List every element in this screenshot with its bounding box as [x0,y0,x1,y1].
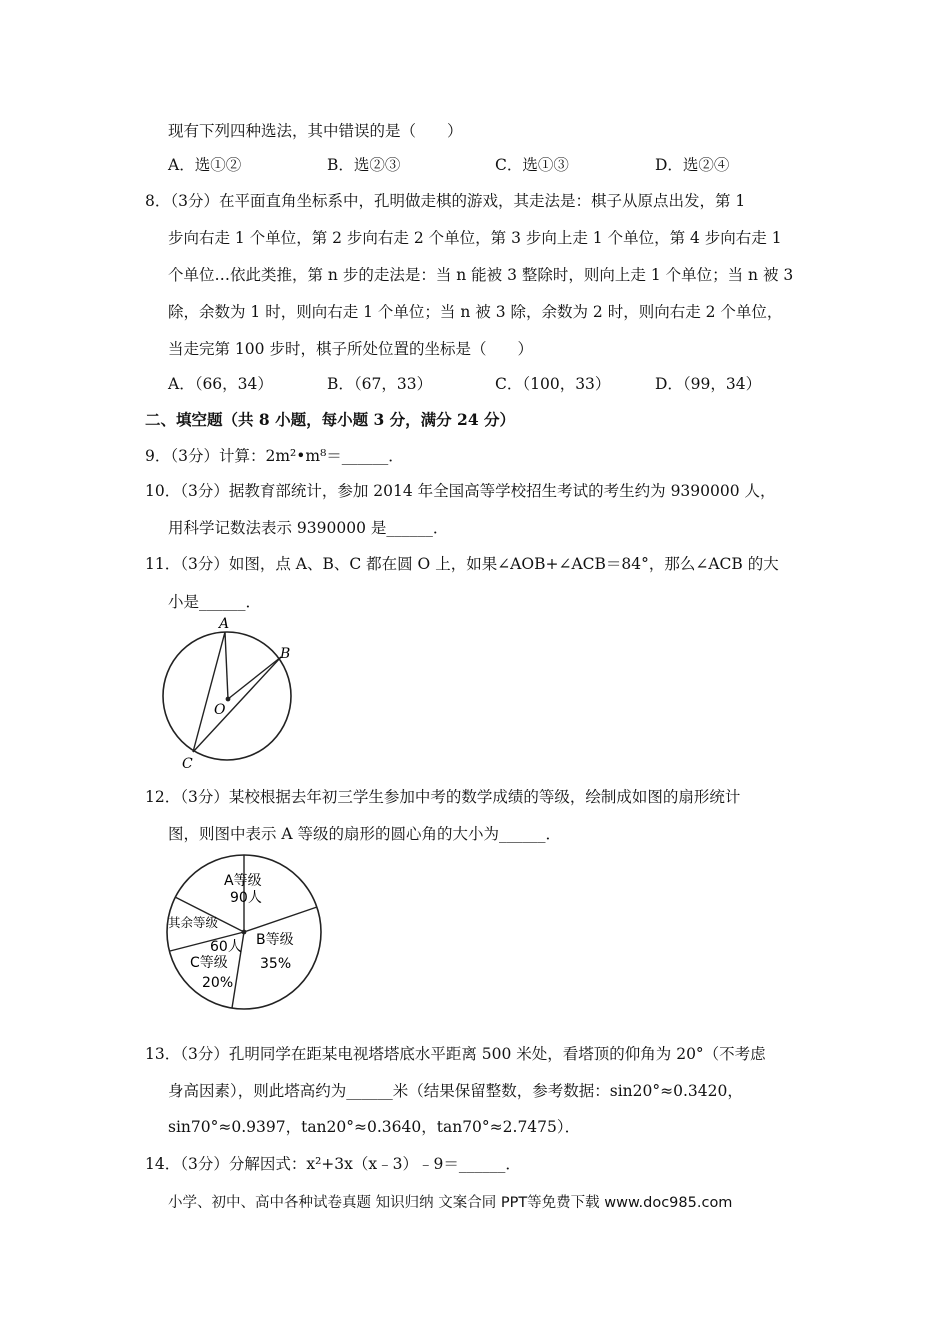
q13-line-1: 13．（3分）孔明同学在距某电视塔塔底水平距离 500 米处，看塔顶的仰角为 20°（不考虑 [145,1045,766,1063]
label-a: A [219,616,230,632]
q8-option-d: D．（99，34） [655,375,762,393]
slice-a-name: A等级 [224,873,262,889]
slice-other-value: 60人 [210,939,242,955]
q8-line-5: 当走完第 100 步时，棋子所处位置的坐标是（ ） [168,340,533,358]
q13-line-2: 身高因素），则此塔高约为______米（结果保留整数，参考数据：sin20°≈0.3420， [168,1082,743,1100]
segment-ob [228,657,281,699]
q7-option-a: A．选①② [168,156,242,174]
center-dot [226,697,231,702]
q8-option-b: B．（67，33） [327,375,433,393]
label-c: C [182,756,193,772]
q11-line-1: 11．（3分）如图，点 A、B、C 都在圆 O 上，如果∠AOB+∠ACB＝84°，那么∠ACB 的大 [145,555,779,573]
slice-c-value: 20% [202,975,234,991]
q8-line-2: 步向右走 1 个单位，第 2 步向右走 2 个单位，第 3 步向上走 1 个单位，第 4 步向右走 1 [168,229,782,247]
q8-option-a: A．（66，34） [168,375,273,393]
slice-b-name: B等级 [256,932,294,948]
q11-line-2: 小是______． [168,593,262,611]
q10-line-1: 10．（3分）据教育部统计，参加 2014 年全国高等学校招生考试的考生约为 9390000 人， [145,482,776,500]
slice-b-value: 35% [260,956,292,972]
pie-chart-figure [160,850,330,1012]
label-o: O [214,702,226,718]
q8-line-1: 8．（3分）在平面直角坐标系中，孔明做走棋的游戏，其走法是：棋子从原点出发，第 1 [145,192,746,210]
q8-line-3: 个单位…依此类推，第 n 步的走法是：当 n 能被 3 整除时，则向上走 1 个单位；当 n 被 3 [168,266,794,284]
section-2-heading: 二、填空题（共 8 小题，每小题 3 分，满分 24 分） [145,410,516,429]
q10-line-2: 用科学记数法表示 9390000 是______． [168,519,449,537]
q12-line-2: 图，则图中表示 A 等级的扇形的圆心角的大小为______． [168,825,562,843]
q9-text: 9．（3分）计算：2m²•m⁸＝______． [145,447,404,465]
q7-option-b: B．选②③ [327,156,401,174]
circle-figure [160,612,300,772]
slice-a-value: 90人 [230,890,262,906]
q8-option-c: C．（100，33） [495,375,611,393]
label-b: B [280,646,291,662]
slice-other-name: 其余等级 [168,915,219,930]
q14-text: 14．（3分）分解因式：x²+3x（x﹣3）﹣9＝______． [145,1155,521,1173]
divider-right [244,907,317,932]
q12-line-1: 12．（3分）某校根据去年初三学生参加中考的数学成绩的等级，绘制成如图的扇形统计 [145,788,741,806]
pie-center-dot [242,930,247,935]
segment-oa [225,632,228,699]
q7-option-d: D．选②④ [655,156,730,174]
page-footer: 小学、初中、高中各种试卷真题 知识归纳 文案合同 PPT等免费下载 www.doc985.com [168,1195,733,1211]
q7-option-c: C．选①③ [495,156,569,174]
slice-c-name: C等级 [190,955,228,971]
q7-tail: 现有下列四种选法，其中错误的是（ ） [168,122,463,140]
q13-line-3: sin70°≈0.9397，tan20°≈0.3640，tan70°≈2.7475）． [168,1118,581,1136]
circle-o [163,632,291,760]
q8-line-4: 除，余数为 1 时，则向右走 1 个单位；当 n 被 3 除，余数为 2 时，则向右走 2 个单位， [168,303,783,321]
